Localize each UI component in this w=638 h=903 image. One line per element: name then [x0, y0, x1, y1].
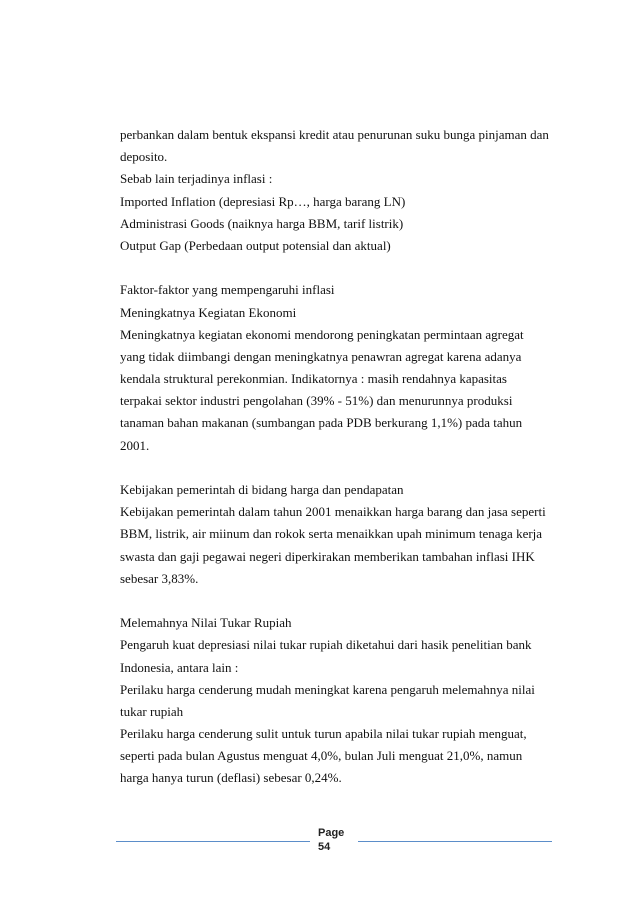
text-line: Pengaruh kuat depresiasi nilai tukar rupiah diketahui dari hasik penelitian bank	[120, 637, 532, 653]
text-line: Imported Inflation (depresiasi Rp…, harga barang LN)	[120, 193, 406, 209]
text-line: 2001.	[120, 437, 150, 453]
text-line: swasta dan gaji pegawai negeri diperkirakan memberikan tambahan inflasi IHK	[120, 548, 535, 564]
text-line: kendala struktural perekonmian. Indikatornya : masih rendahnya kapasitas	[120, 371, 507, 387]
text-line: Output Gap (Perbedaan output potensial dan aktual)	[120, 237, 391, 253]
text-line: BBM, listrik, air miinum dan rokok serta menaikkan upah minimum tenaga kerja	[120, 526, 543, 542]
text-line: seperti pada bulan Agustus menguat 4,0%, bulan Juli menguat 21,0%, namun	[120, 748, 523, 764]
text-line: Melemahnya Nilai Tukar Rupiah	[120, 615, 292, 631]
text-line: Faktor-faktor yang mempengaruhi inflasi	[120, 282, 335, 298]
text-line: yang tidak diimbangi dengan meningkatnya penawran agregat karena adanya	[120, 348, 522, 364]
text-line: tanaman bahan makanan (sumbangan pada PDB berkurang 1,1%) pada tahun	[120, 415, 523, 431]
text-line: Administrasi Goods (naiknya harga BBM, tarif listrik)	[120, 215, 404, 231]
text-line: Perilaku harga cenderung mudah meningkat karena pengaruh melemahnya nilai	[120, 681, 535, 697]
paragraph-gap	[120, 590, 560, 612]
text-line: Perilaku harga cenderung sulit untuk turun apabila nilai tukar rupiah menguat,	[120, 726, 527, 742]
paragraph-gap	[120, 257, 560, 279]
paragraph-gap	[120, 457, 560, 479]
page-body-text	[120, 124, 560, 790]
text-line: deposito.	[120, 149, 168, 165]
text-line: harga hanya turun (deflasi) sebesar 0,24%.	[120, 770, 342, 786]
page-number: 54	[318, 841, 331, 853]
footer-rule-right	[358, 841, 552, 842]
page-footer	[0, 826, 638, 866]
page-number-label	[318, 826, 352, 854]
text-line: tukar rupiah	[120, 703, 184, 719]
footer-rule-left	[116, 841, 310, 842]
page-label-text: Page	[318, 827, 345, 839]
text-line: terpakai sektor industri pengolahan (39% - 51%) dan menurunnya produksi	[120, 393, 513, 409]
text-line: Meningkatnya Kegiatan Ekonomi	[120, 304, 297, 320]
text-line: Meningkatnya kegiatan ekonomi mendorong peningkatan permintaan agregat	[120, 326, 524, 342]
text-line: Indonesia, antara lain :	[120, 659, 239, 675]
text-line: Sebab lain terjadinya inflasi :	[120, 171, 273, 187]
text-line: perbankan dalam bentuk ekspansi kredit atau penurunan suku bunga pinjaman dan	[120, 127, 549, 142]
text-line: sebesar 3,83%.	[120, 570, 199, 586]
text-line: Kebijakan pemerintah dalam tahun 2001 menaikkan harga barang dan jasa seperti	[120, 504, 546, 520]
text-line: Kebijakan pemerintah di bidang harga dan pendapatan	[120, 482, 404, 497]
